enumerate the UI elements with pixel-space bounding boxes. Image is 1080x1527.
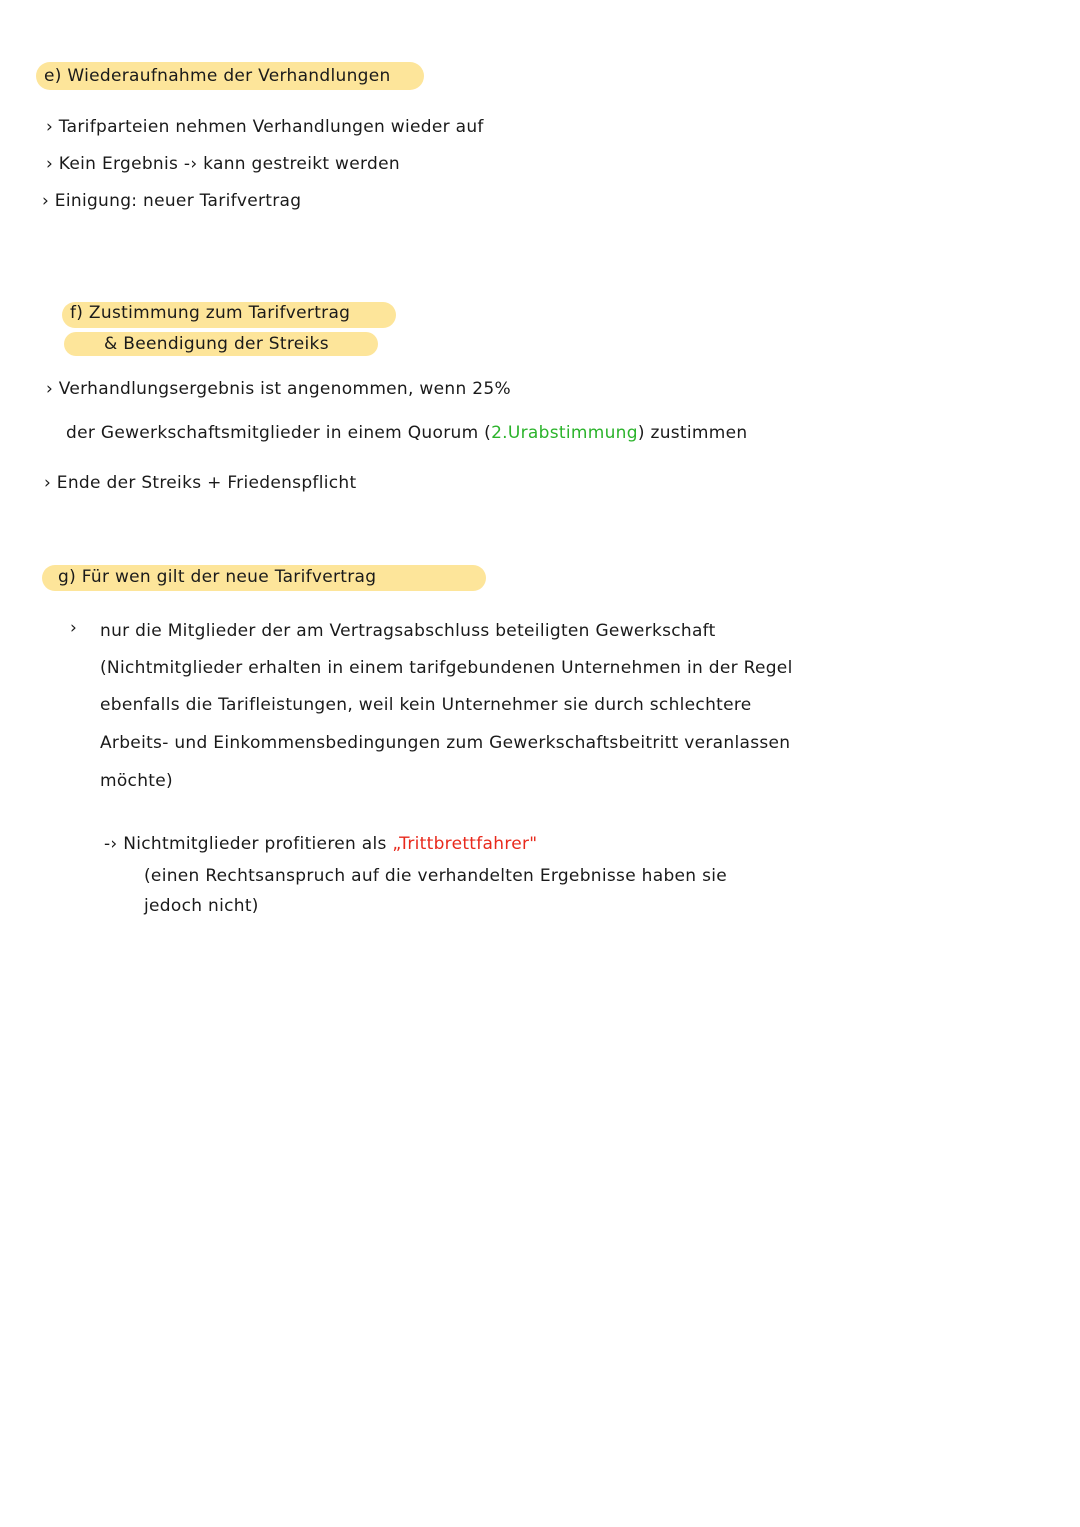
g-line-2: (Nichtmitglieder erhalten in einem tarifgebundenen Unternehmen in der Regel bbox=[100, 658, 793, 678]
trittbrettfahrer-text: „Trittbrettfahrer" bbox=[392, 834, 538, 854]
heading-f-line2: & Beendigung der Streiks bbox=[104, 334, 329, 354]
g-line-1: nur die Mitglieder der am Vertragsabschluss beteiligten Gewerkschaft bbox=[100, 621, 716, 641]
bullet-e-1: › Tarifparteien nehmen Verhandlungen wieder auf bbox=[46, 117, 484, 137]
bullet-f-1-line2-post: ) zustimmen bbox=[637, 423, 748, 443]
heading-f-line1: f) Zustimmung zum Tarifvertrag bbox=[70, 303, 351, 323]
g-after-line-1: (einen Rechtsanspruch auf die verhandelten Ergebnisse haben sie bbox=[144, 866, 728, 886]
bullet-f-1-line2-pre: der Gewerkschaftsmitglieder in einem Quorum ( bbox=[66, 423, 492, 443]
g-line-5: möchte) bbox=[100, 771, 173, 791]
g-arrow-line-pre: -› Nichtmitglieder profitieren als bbox=[104, 834, 393, 854]
bullet-f-2: › Ende der Streiks + Friedenspflicht bbox=[44, 473, 357, 493]
bullet-e-2: › Kein Ergebnis -› kann gestreikt werden bbox=[46, 154, 400, 174]
g-line-4: Arbeits- und Einkommensbedingungen zum Gewerkschaftsbeitritt veranlassen bbox=[100, 733, 791, 753]
g-after-line-2: jedoch nicht) bbox=[144, 896, 259, 916]
bullet-g-marker: › bbox=[70, 618, 78, 638]
g-arrow-line bbox=[104, 834, 537, 854]
heading-e: e) Wiederaufnahme der Verhandlungen bbox=[44, 66, 391, 86]
urabstimmung-text: 2.Urabstimmung bbox=[491, 423, 638, 443]
bullet-f-1-line1: › Verhandlungsergebnis ist angenommen, wenn 25% bbox=[46, 379, 511, 399]
heading-g: g) Für wen gilt der neue Tarifvertrag bbox=[58, 567, 377, 587]
g-line-3: ebenfalls die Tarifleistungen, weil kein Unternehmer sie durch schlechtere bbox=[100, 695, 752, 715]
bullet-e-3: › Einigung: neuer Tarifvertrag bbox=[42, 191, 302, 211]
bullet-f-1-line2 bbox=[66, 423, 747, 443]
